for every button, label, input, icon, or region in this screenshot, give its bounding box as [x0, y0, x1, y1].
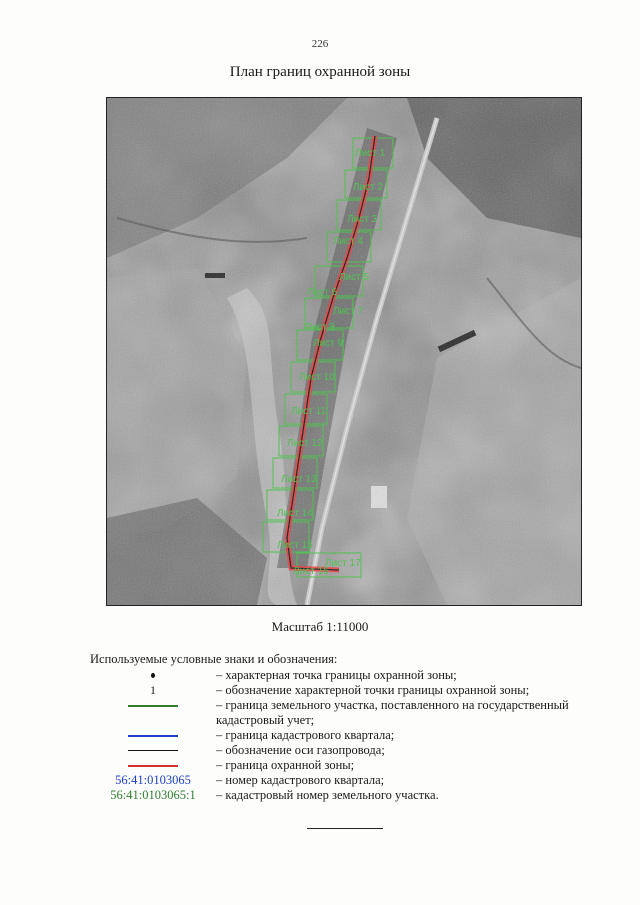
legend-row-point [90, 668, 610, 683]
page-title: План границ охранной зоны [229, 64, 411, 80]
legend-text: – обозначение оси газопровода; [216, 743, 385, 757]
legend-text: – кадастровый номер земельного участка. [216, 788, 439, 802]
legend-text: – номер кадастрового квартала; [216, 773, 385, 787]
legend-text: – граница земельного участка, поставленного на государственный кадастровый учет; [216, 698, 569, 727]
parcel-number-symbol: 56:41:0103065:1 [110, 788, 196, 802]
legend-row-quarter-number [90, 773, 610, 788]
legend-row-protection-zone [90, 758, 610, 773]
legend-text: – граница кадастрового квартала; [216, 728, 395, 742]
black-line-icon [128, 750, 178, 751]
legend-row-pipeline-axis [90, 743, 610, 758]
legend-row-parcel-boundary [90, 698, 610, 728]
legend-title: Используемые условные знаки и обозначения: [90, 652, 338, 666]
legend-text: – обозначение характерной точки границы охранной зоны; [216, 683, 530, 697]
footer-divider [307, 828, 383, 829]
map-svg [107, 98, 581, 605]
legend-text: – граница охранной зоны; [216, 758, 355, 772]
blue-line-icon [128, 735, 178, 737]
aerial-map [106, 97, 582, 606]
legend-text: – характерная точка границы охранной зоны; [216, 668, 457, 682]
legend [90, 668, 610, 803]
page-number: 226 [311, 38, 329, 50]
photo-grain [107, 98, 581, 605]
map-scale: Масштаб 1:11000 [271, 619, 369, 634]
legend-row-parcel-number [90, 788, 610, 803]
quarter-number-symbol: 56:41:0103065 [115, 773, 191, 787]
boundary-point-icon [151, 673, 155, 678]
point-number-symbol: 1 [150, 683, 156, 697]
legend-row-quarter-boundary [90, 728, 610, 743]
legend-row-point-number [90, 683, 610, 698]
red-line-icon [128, 765, 178, 767]
green-line-icon [128, 705, 178, 707]
